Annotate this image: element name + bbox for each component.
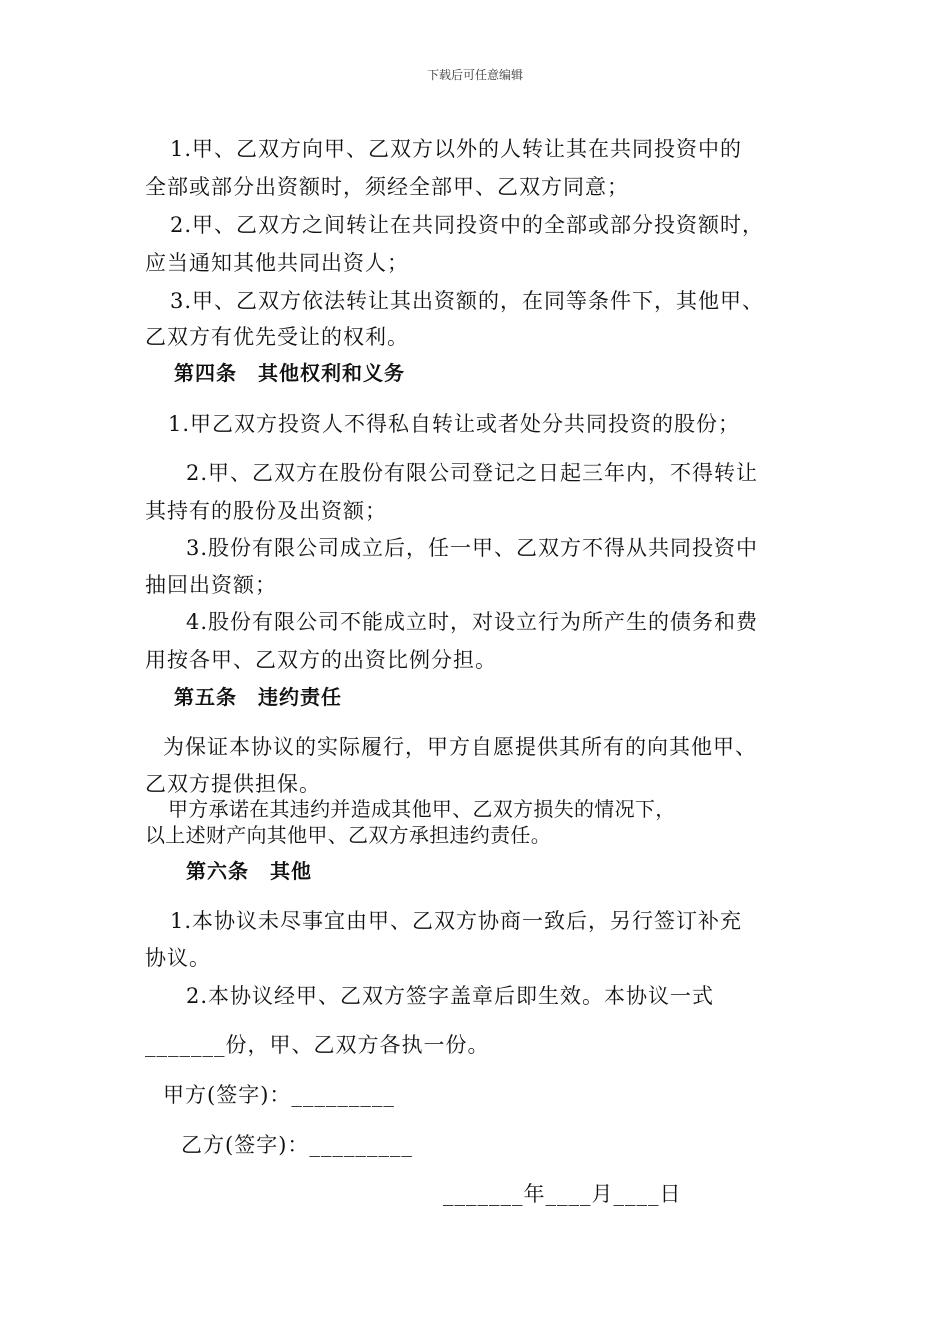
- article4-title: 第四条 其他权利和义务: [174, 361, 405, 385]
- a4-item2-line1: 2.甲、乙双方在股份有限公司登记之日起三年内，不得转让: [186, 461, 759, 485]
- s3-item3-line1: 3.甲、乙双方依法转让其出资额的，在同等条件下，其他甲、: [170, 289, 765, 313]
- signing-date: _______年____月____日: [443, 1182, 682, 1206]
- a5-para1-line2: 乙双方提供担保。: [145, 772, 321, 796]
- a6-item2-line1: 2.本协议经甲、乙双方签字盖章后即生效。本协议一式: [186, 984, 715, 1008]
- a6-item1-line2: 协议。: [145, 946, 211, 970]
- a4-item2-line2: 其持有的股份及出资额；: [145, 499, 387, 523]
- a6-item2-line2: _______份，甲、乙双方各执一份。: [145, 1033, 490, 1057]
- a5-para1-line1: 为保证本协议的实际履行，甲方自愿提供其所有的向其他甲、: [163, 735, 757, 759]
- a4-item4-line1: 4.股份有限公司不能成立时，对设立行为所产生的债务和费: [186, 610, 759, 634]
- s3-item1-line1: 1.甲、乙双方向甲、乙双方以外的人转让其在共同投资中的: [170, 137, 743, 161]
- party-b-signature: 乙方(签字)：_________: [181, 1133, 413, 1157]
- article6-title: 第六条 其他: [186, 859, 312, 883]
- s3-item2-line1: 2.甲、乙双方之间转让在共同投资中的全部或部分投资额时，: [170, 213, 765, 237]
- a4-item1: 1.甲乙双方投资人不得私自转让或者处分共同投资的股份；: [168, 412, 741, 436]
- s3-item1-line2: 全部或部分出资额时，须经全部甲、乙双方同意；: [145, 175, 629, 199]
- a5-para2-line2: 以上述财产向其他甲、乙双方承担违约责任。: [145, 823, 551, 847]
- party-a-signature: 甲方(签字)：_________: [163, 1083, 395, 1107]
- s3-item3-line2: 乙双方有优先受让的权利。: [145, 325, 409, 349]
- a4-item3-line2: 抽回出资额；: [145, 573, 277, 597]
- a6-item1-line1: 1.本协议未尽事宜由甲、乙双方协商一致后，另行签订补充: [170, 909, 743, 933]
- a4-item4-line2: 用按各甲、乙双方的出资比例分担。: [145, 648, 497, 672]
- article5-title: 第五条 违约责任: [174, 685, 342, 709]
- s3-item2-line2: 应当通知其他共同出资人；: [145, 251, 409, 275]
- page-header-note: 下载后可任意编辑: [426, 68, 523, 82]
- a4-item3-line1: 3.股份有限公司成立后，任一甲、乙双方不得从共同投资中: [186, 536, 759, 560]
- a5-para2-line1: 甲方承诺在其违约并造成其他甲、乙双方损失的情况下，: [168, 797, 676, 821]
